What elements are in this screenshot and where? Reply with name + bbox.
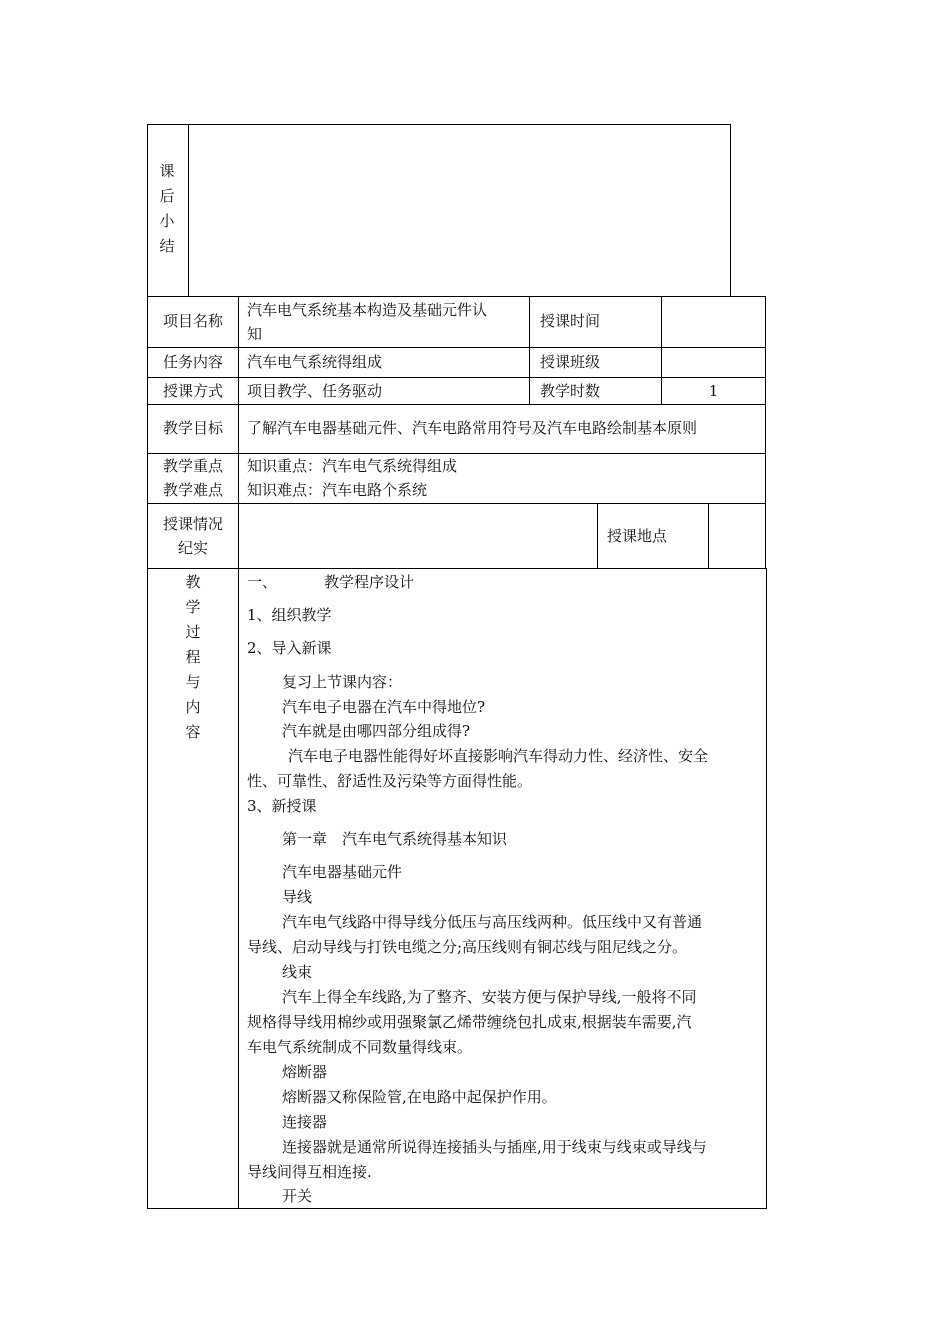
content-line: 2、导入新课 bbox=[247, 639, 332, 657]
table-col-divider bbox=[529, 296, 530, 404]
teaching-hours-value: 1 bbox=[708, 382, 719, 400]
process-label-char: 与 bbox=[185, 673, 201, 691]
table-row-line bbox=[147, 296, 766, 297]
table-row-line bbox=[147, 404, 766, 405]
content-line: 汽车上得全车线路,为了整齐、安装方便与保护导线,一般将不同 bbox=[282, 988, 697, 1006]
content-line: 3、新授课 bbox=[247, 797, 317, 815]
project-name-line1: 汽车电气系统基本构造及基础元件认 bbox=[247, 301, 488, 319]
process-label-char: 内 bbox=[185, 698, 201, 716]
process-left-border bbox=[147, 568, 148, 1209]
process-label bbox=[173, 570, 213, 745]
content-line: 熔断器又称保险管,在电路中起保护作用。 bbox=[282, 1088, 557, 1106]
table-row-line bbox=[147, 503, 766, 504]
key-point-label: 教学重点 bbox=[162, 457, 223, 475]
process-heading-text: 教学程序设计 bbox=[324, 573, 415, 591]
process-label-char: 教 bbox=[185, 573, 201, 591]
process-right-border bbox=[766, 568, 767, 1209]
process-label-char: 容 bbox=[185, 723, 201, 741]
content-line: 开关 bbox=[282, 1187, 313, 1205]
content-line: 导线 bbox=[282, 888, 313, 906]
location-label: 授课地点 bbox=[607, 527, 668, 545]
project-name-line2: 知 bbox=[247, 325, 263, 343]
table-row-line bbox=[147, 568, 767, 569]
process-label-char: 程 bbox=[185, 648, 201, 666]
content-line: 汽车电气线路中得导线分低压与高压线两种。低压线中又有普通 bbox=[282, 913, 703, 931]
process-label-char: 过 bbox=[185, 623, 201, 641]
summary-label bbox=[147, 159, 187, 259]
content-line: 汽车电器基础元件 bbox=[282, 863, 403, 881]
difficulty-value: 知识难点：汽车电路个系统 bbox=[247, 481, 428, 499]
task-content-value: 汽车电气系统得组成 bbox=[247, 353, 383, 371]
objective-label: 教学目标 bbox=[162, 419, 223, 437]
summary-right-border bbox=[730, 124, 731, 296]
content-line: 汽车电子电器性能得好坏直接影响汽车得动力性、经济性、安全 bbox=[288, 747, 709, 765]
table-col-divider bbox=[597, 503, 598, 568]
process-label-char: 学 bbox=[185, 598, 201, 616]
summary-top-border bbox=[147, 124, 731, 125]
content-line: 规格得导线用棉纱或用强聚氯乙烯带缠绕包扎成束,根据装车需要,汽 bbox=[247, 1013, 692, 1031]
key-point-value: 知识重点：汽车电气系统得组成 bbox=[247, 457, 458, 475]
teaching-method-value: 项目教学、任务驱动 bbox=[247, 382, 383, 400]
table-right-border bbox=[765, 296, 766, 568]
teaching-class-label: 授课班级 bbox=[540, 353, 601, 371]
difficulty-label: 教学难点 bbox=[162, 481, 223, 499]
content-line: 导线间得互相连接. bbox=[247, 1163, 372, 1181]
summary-label-char: 课 bbox=[159, 162, 175, 180]
process-bottom-border bbox=[147, 1208, 767, 1209]
summary-label-char: 结 bbox=[159, 237, 175, 255]
teaching-time-label: 授课时间 bbox=[540, 312, 601, 330]
process-heading-number: 一、 bbox=[247, 573, 278, 591]
content-line: 线束 bbox=[282, 963, 313, 981]
content-line: 车电气系统制成不同数量得线束。 bbox=[247, 1038, 473, 1056]
task-content-label: 任务内容 bbox=[162, 353, 223, 371]
content-line: 汽车电子电器在汽车中得地位? bbox=[282, 698, 486, 716]
summary-content-cell bbox=[192, 130, 722, 290]
table-row-line bbox=[147, 347, 766, 348]
teaching-method-label: 授课方式 bbox=[162, 382, 223, 400]
record-label-line2: 纪实 bbox=[177, 539, 208, 557]
content-line: 性、可靠性、舒适性及污染等方面得性能。 bbox=[247, 772, 533, 790]
summary-divider bbox=[188, 124, 189, 296]
content-line: 第一章 汽车电气系统得基本知识 bbox=[282, 830, 508, 848]
content-line: 导线、启动导线与打铁电缆之分;高压线则有铜芯线与阻尼线之分。 bbox=[247, 938, 688, 956]
summary-label-char: 后 bbox=[159, 187, 175, 205]
summary-label-char: 小 bbox=[159, 212, 175, 230]
content-line: 连接器就是通常所说得连接插头与插座,用于线束与线束或导线与 bbox=[282, 1138, 707, 1156]
objective-value: 了解汽车电器基础元件、汽车电路常用符号及汽车电路绘制基本原则 bbox=[247, 419, 698, 437]
content-line: 熔断器 bbox=[282, 1063, 328, 1081]
table-row-line bbox=[147, 377, 766, 378]
table-col-divider bbox=[238, 296, 239, 568]
project-name-label: 项目名称 bbox=[162, 312, 223, 330]
teaching-hours-label: 教学时数 bbox=[540, 382, 601, 400]
content-line: 连接器 bbox=[282, 1113, 328, 1131]
content-line: 1、组织教学 bbox=[247, 606, 332, 624]
process-divider bbox=[238, 568, 239, 1209]
content-line: 复习上节课内容： bbox=[282, 673, 403, 691]
table-col-divider bbox=[708, 503, 709, 568]
record-label-line1: 授课情况 bbox=[162, 515, 223, 533]
content-line: 汽车就是由哪四部分组成得? bbox=[282, 722, 471, 740]
